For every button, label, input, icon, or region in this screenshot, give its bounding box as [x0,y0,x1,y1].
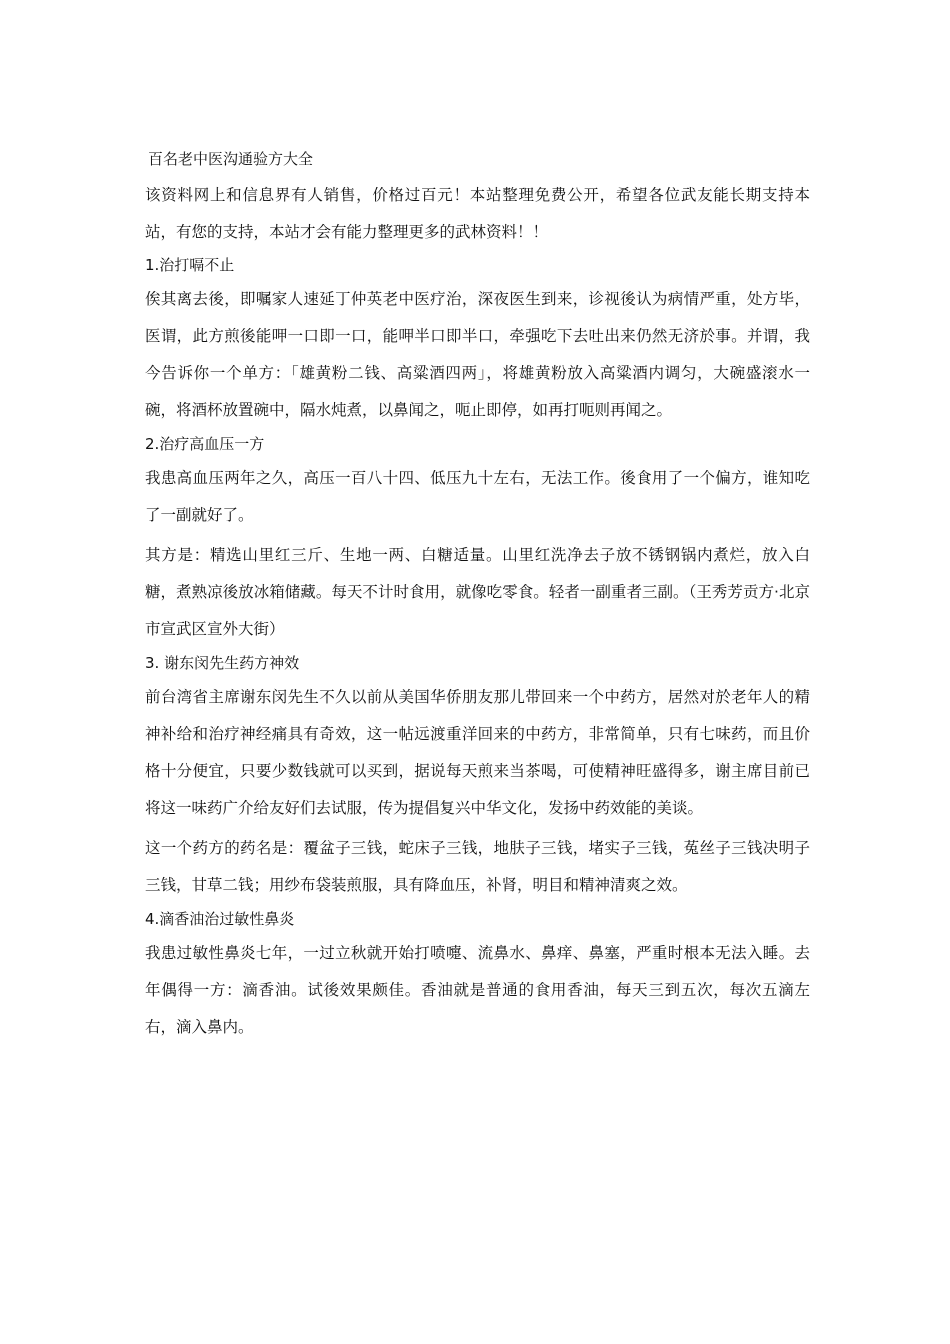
section-paragraph: 俟其离去後，即嘱家人速延丁仲英老中医疗治，深夜医生到来，诊视後认为病情严重，处方毕，医谓，此方煎後能呷一口即一口，能呷半口即半口，牵强吃下去吐出来仍然无济於事。并谓，我今告诉你一个单方：「雄黄粉二钱、高粱酒四两」，将雄黄粉放入高粱酒内调匀，大碗盛滚水一碗，将酒杯放置碗中，隔水炖煮，以鼻闻之，呃止即停，如再打呃则再闻之。 [145,290,810,419]
section-paragraph: 我患过敏性鼻炎七年，一过立秋就开始打喷嚏、流鼻水、鼻痒、鼻塞，严重时根本无法入睡。去年偶得一方：滴香油。试後效果颇佳。香油就是普通的食用香油，每天三到五次，每次五滴左右，滴入鼻内。 [145,944,810,1036]
section-paragraph: 其方是：精选山里红三斤、生地一两、白糖适量。山里红洗净去子放不锈钢锅内煮烂，放入白糖，煮熟凉後放冰箱储藏。每天不计时食用，就像吃零食。轻者一副重者三副。（王秀芳贡方·北京市宣武区宣外大街） [145,546,810,638]
section-heading: 1.治打嗝不止 [145,256,235,274]
section-heading: 3. 谢东闵先生药方神效 [145,654,300,672]
section-2 [145,432,810,648]
section-heading: 2.治疗高血压一方 [145,435,265,453]
document-title: 百名老中医沟通验方大全 [148,150,314,168]
section-1 [145,253,810,429]
section-4 [145,907,810,1046]
section-paragraph: 前台湾省主席谢东闵先生不久以前从美国华侨朋友那儿带回来一个中药方，居然对於老年人的精神补给和治疗神经痛具有奇效，这一帖远渡重洋回来的中药方，非常简单，只有七味药，而且价格十分便宜，只要少数钱就可以买到，据说每天煎来当茶喝，可使精神旺盛得多，谢主席目前已将这一味药广介给友好们去试服，传为提倡复兴中华文化，发扬中药效能的美谈。 [145,688,810,817]
section-paragraph: 这一个药方的药名是：覆盆子三钱，蛇床子三钱，地肤子三钱，堵实子三钱，菟丝子三钱决明子三钱，甘草二钱；用纱布袋装煎服，具有降血压，补肾，明目和精神清爽之效。 [145,839,810,894]
document-page [145,148,810,1049]
section-heading: 4.滴香油治过敏性鼻炎 [145,910,295,928]
intro-paragraph: 该资料网上和信息界有人销售，价格过百元！本站整理免费公开，希望各位武友能长期支持本站，有您的支持，本站才会有能力整理更多的武林资料！！ [145,186,810,241]
section-3 [145,651,810,904]
section-paragraph: 我患高血压两年之久，高压一百八十四、低压九十左右，无法工作。後食用了一个偏方，谁知吃了一副就好了。 [145,469,810,524]
